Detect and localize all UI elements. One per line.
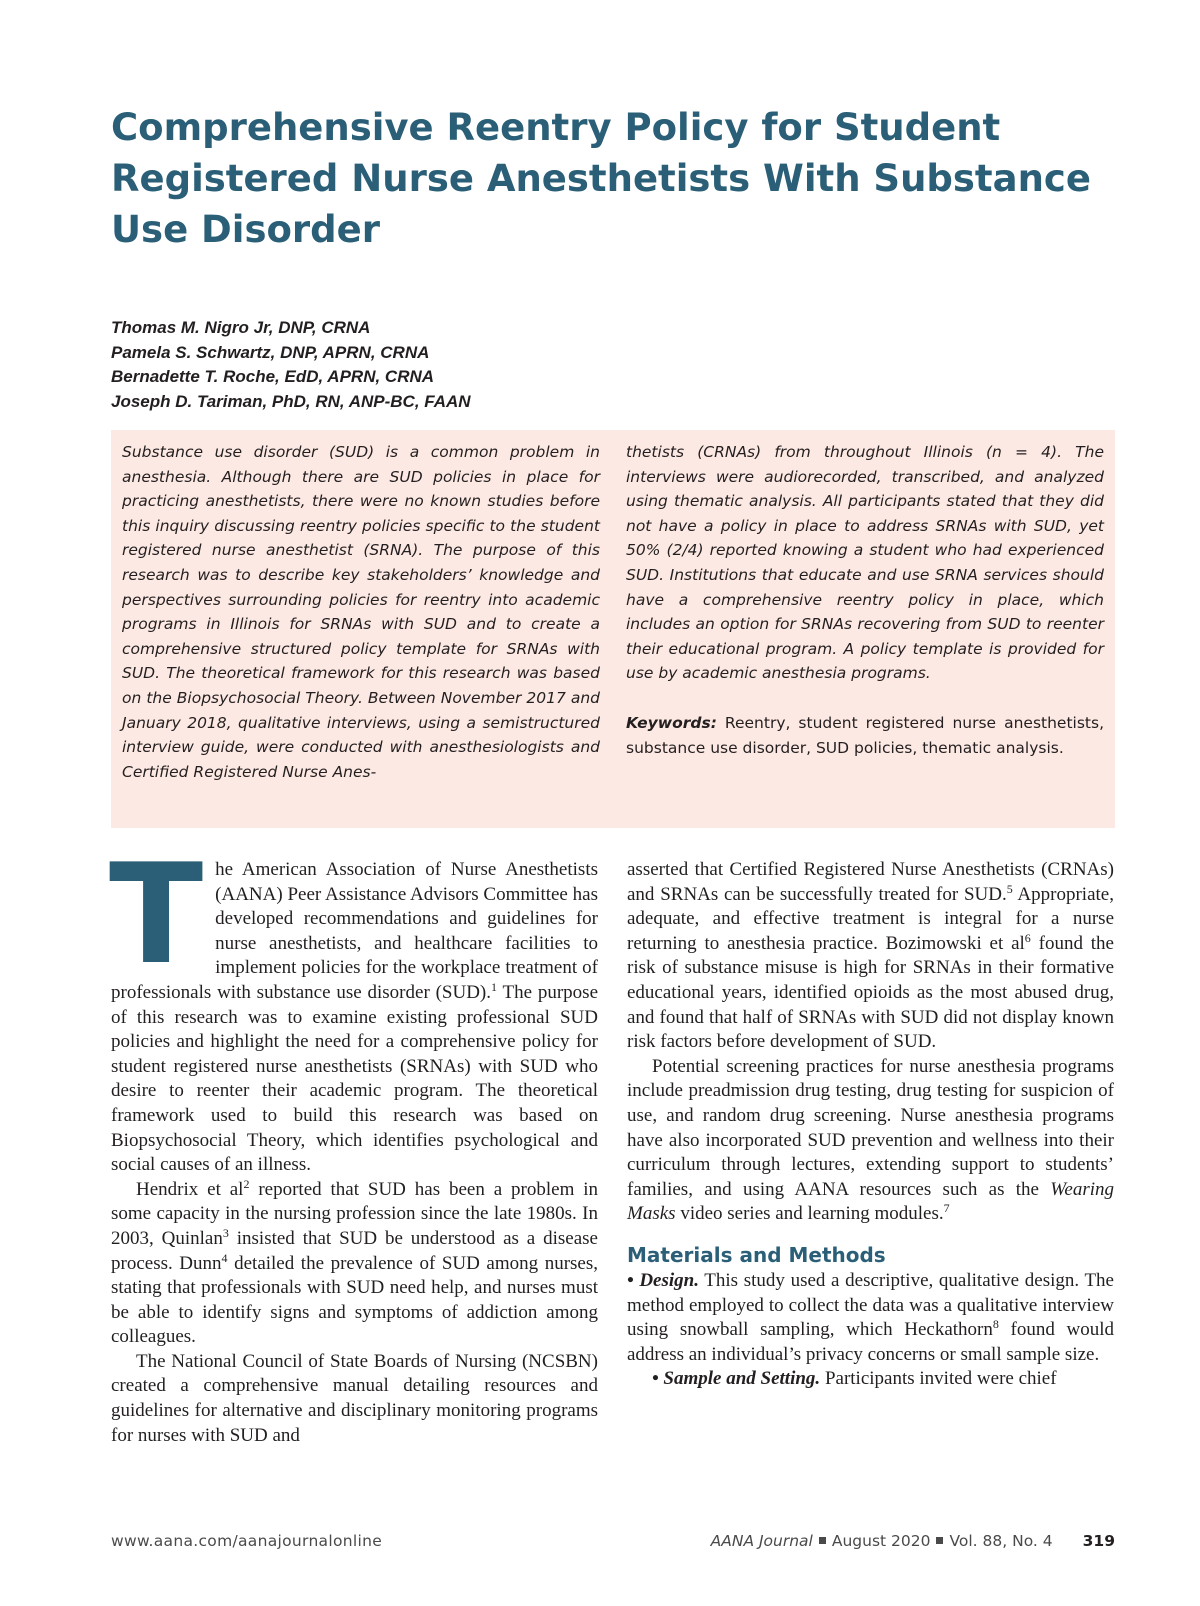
paragraph-text: Appropriate, adequate, and effective treatment is integral for a nurse returning to anesthesia practice. Bozimowski et al bbox=[627, 883, 1114, 954]
author-name: Bernadette T. Roche, EdD, APRN, CRNA bbox=[111, 367, 435, 386]
volume-issue: Vol. 88, No. 4 bbox=[949, 1532, 1053, 1550]
separator-square-icon bbox=[936, 1537, 943, 1544]
author-name: Pamela S. Schwartz, DNP, APRN, CRNA bbox=[111, 342, 430, 362]
body-paragraph: The National Council of State Boards of Nursing (NCSBN) created a comprehensive manual detailing resources and guidelines for alternative and disciplinary monitoring programs for nurses with SUD and bbox=[111, 1350, 598, 1446]
reference-marker: 3 bbox=[222, 1225, 229, 1240]
page-footer bbox=[111, 1532, 1115, 1556]
body-paragraph bbox=[627, 1055, 1114, 1227]
journal-name: AANA Journal bbox=[710, 1532, 813, 1550]
body-left-column bbox=[109, 834, 599, 1448]
keywords-label: Keywords: bbox=[626, 713, 717, 732]
keywords bbox=[626, 711, 1104, 760]
reference-marker: 5 bbox=[1006, 881, 1013, 896]
abstract-box bbox=[111, 430, 1115, 828]
reference-marker: 4 bbox=[221, 1250, 228, 1265]
paragraph-text: reported that SUD has been a problem in some capacity in the nursing profession since the late 1980s. In 2003, Quinlan bbox=[111, 1178, 599, 1249]
keywords-text: Reentry, student registered nurse anesthetists, substance use disorder, SUD policies, thematic analysis. bbox=[626, 713, 1104, 757]
paragraph-text: insisted that SUD be understood as a disease process. Dunn bbox=[111, 1227, 598, 1274]
paragraph-text: found would address an individual’s privacy concerns or small sample size. bbox=[627, 1319, 1114, 1365]
drop-cap: T bbox=[109, 834, 204, 995]
body-paragraph bbox=[111, 1178, 598, 1350]
author-list bbox=[111, 316, 711, 414]
abstract-text: Substance use disorder (SUD) is a common problem in anesthesia. Although there are SUD policies in place for practicing anesthetists, there were no known studies before this inquiry discussing reentry policies specific to the student registered nurse anesthetist (SRNA). The purpose of this research was to describe key stakeholders’ knowledge and perspectives surrounding policies for reentry into academic programs in Illinois for SRNAs with SUD and to create a comprehensive structured policy template for SRNAs with SUD. The theoretical framework for this research was based on the Biopsychosocial Theory. Between November 2017 and January 2018, qualitative interviews, using a semistructured interview guide, were conducted with anesthesiologists and Certified Registered Nurse Anes- bbox=[122, 443, 600, 781]
paragraph-text: Hendrix et al bbox=[136, 1178, 244, 1200]
body-right-column bbox=[627, 858, 1114, 1392]
reference-marker: 8 bbox=[992, 1317, 999, 1332]
journal-url: www.aana.com/aanajournalonline bbox=[111, 1532, 383, 1550]
body-paragraph bbox=[627, 1367, 1114, 1392]
author-name: Thomas M. Nigro Jr, DNP, CRNA bbox=[111, 318, 371, 337]
body-paragraph bbox=[109, 834, 599, 1178]
abstract-left-column bbox=[122, 440, 600, 784]
paragraph-text: detailed the prevalence of SUD among nurses, stating that professionals with SUD need help, and nurses must be able to identify signs and symptoms of addiction among colleagues. bbox=[111, 1252, 599, 1348]
reference-marker: 6 bbox=[1024, 930, 1031, 945]
paragraph-text: The purpose of this research was to examine existing professional SUD policies and highlight the need for a comprehensive policy for student registered nurse anesthetists (SRNAs) with SUD who desire to reenter their academic program. The theoretical framework used to build this research was based on Biopsychosocial Theory, which identifies psychological and social causes of an illness. bbox=[111, 981, 599, 1176]
abstract-right-column bbox=[626, 440, 1104, 760]
issue-date: August 2020 bbox=[831, 1532, 931, 1550]
video-series-title: Wearing Masks bbox=[627, 1178, 1114, 1225]
section-heading: Materials and Methods bbox=[627, 1242, 886, 1267]
reference-marker: 7 bbox=[943, 1201, 950, 1216]
reference-marker: 1 bbox=[491, 979, 498, 994]
author-name: Joseph D. Tariman, PhD, RN, ANP-BC, FAAN bbox=[111, 391, 471, 411]
paragraph-text: Potential screening practices for nurse anesthesia programs include preadmission drug testing, drug testing for suspicion of use, and random drug screening. Nurse anesthesia programs have also incorporated SUD prevention and wellness into their curriculum through lectures, extending support to students’ families, and using AANA resources such as the bbox=[627, 1055, 1114, 1200]
paragraph-text: found the risk of substance misuse is high for SRNAs in their formative educational years, identified opioids as the most abused drug, and found that half of SRNAs with SUD did not display known risk factors before development of SUD. bbox=[627, 932, 1114, 1053]
reference-marker: 2 bbox=[243, 1176, 250, 1191]
article-title: Comprehensive Reentry Policy for Student Registered Nurse Anesthetists With Substance Use Disorder bbox=[111, 106, 1091, 251]
body-paragraph bbox=[627, 1269, 1114, 1367]
page-number: 319 bbox=[1082, 1532, 1115, 1550]
body-paragraph bbox=[627, 858, 1114, 1055]
paragraph-text: video series and learning modules. bbox=[675, 1203, 944, 1225]
paragraph-text: he American Association of Nurse Anesthetists (AANA) Peer Assistance Advisors Committee has developed recommendations and guidelines for nurse anesthetists, and healthcare facilities to implement policies for the workplace treatment of professionals with substance use disorder (SUD). bbox=[111, 859, 598, 1003]
journal-citation bbox=[711, 1532, 1115, 1550]
run-in-heading: • Design. bbox=[627, 1269, 699, 1291]
run-in-heading: • Sample and Setting. bbox=[652, 1368, 821, 1390]
paragraph-text: This study used a descriptive, qualitative design. The method employed to collect the data was a qualitative interview using snowball sampling, which Heckathorn bbox=[627, 1269, 1114, 1341]
paragraph-text: Participants invited were chief bbox=[820, 1368, 1057, 1390]
paragraph-text: asserted that Certified Registered Nurse Anesthetists (CRNAs) and SRNAs can be successfully treated for SUD. bbox=[627, 859, 1114, 905]
separator-square-icon bbox=[819, 1537, 826, 1544]
abstract-text-continued: thetists (CRNAs) from throughout Illinois (n = 4). The interviews were audiorecorded, transcribed, and analyzed using thematic analysis. All participants stated that they did not have a policy in place to address SRNAs with SUD, yet 50% (2/4) reported knowing a student who had experienced SUD. Institutions that educate and use SRNA services should have a comprehensive reentry policy in place, which includes an option for SRNAs recovering from SUD to reenter their educational program. A policy template is provided for use by academic anesthesia programs. bbox=[626, 443, 1104, 683]
